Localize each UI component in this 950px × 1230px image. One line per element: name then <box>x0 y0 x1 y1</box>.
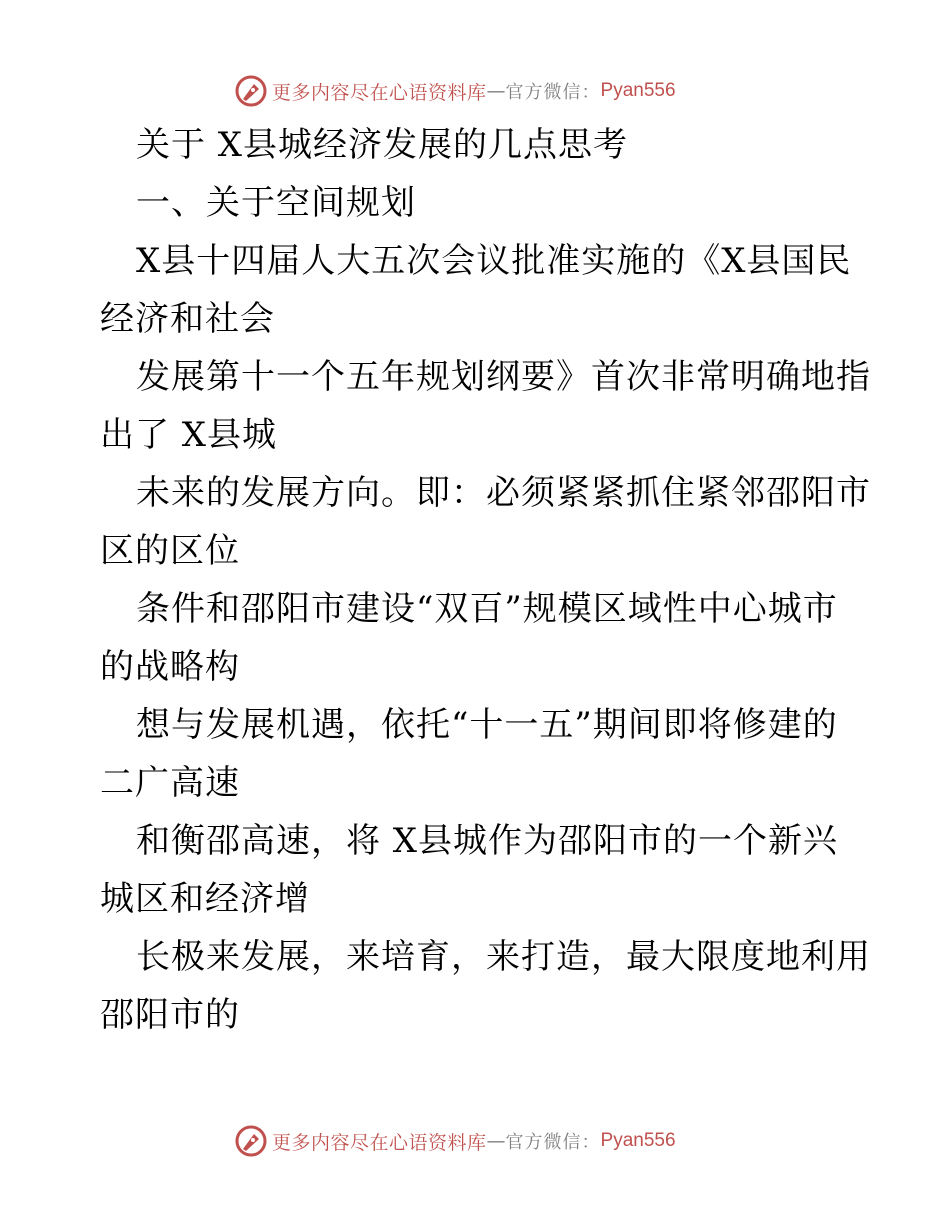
document-title: 关于 X县城经济发展的几点思考 <box>136 125 629 165</box>
document-body <box>100 116 871 1044</box>
watermark-site-text: 更多内容尽在心语资料库 <box>272 81 487 104</box>
paragraph-line: 长极来发展，来培育，来打造，最大限度地利用 <box>136 937 871 977</box>
paragraph-line: 和衡邵高速，将 X县城作为邵阳市的一个新兴 <box>136 821 839 861</box>
paragraph-line: 区的区位 <box>100 531 240 571</box>
watermark-wechat-id: Pyan556 <box>600 1130 676 1151</box>
watermark-dash: — <box>486 1130 506 1152</box>
watermark-wechat-label: 官方微信： <box>505 1132 601 1153</box>
header-watermark <box>234 71 676 111</box>
paragraph-line: 城区和经济增 <box>100 879 310 919</box>
section-heading: 一、关于空间规划 <box>136 183 416 223</box>
watermark-wechat-id: Pyan556 <box>600 80 676 101</box>
paragraph-line: 经济和社会 <box>100 299 275 339</box>
paragraph-line: 邵阳市的 <box>100 995 240 1035</box>
pen-nib-logo-icon <box>234 1124 268 1158</box>
paragraph-line: 二广高速 <box>100 763 240 803</box>
paragraph-line: 出了 X县城 <box>100 415 278 455</box>
pen-nib-logo-icon <box>234 74 268 108</box>
footer-watermark <box>234 1121 676 1161</box>
watermark-site-text: 更多内容尽在心语资料库 <box>272 1131 487 1154</box>
paragraph-line: 想与发展机遇，依托“十一五”期间即将修建的 <box>136 705 838 745</box>
paragraph-line: 发展第十一个五年规划纲要》首次非常明确地指 <box>136 357 871 397</box>
paragraph-line: X县十四届人大五次会议批准实施的《X县国民 <box>136 241 852 281</box>
watermark-wechat-label: 官方微信： <box>505 82 601 103</box>
paragraph-line: 未来的发展方向。即：必须紧紧抓住紧邻邵阳市 <box>136 473 871 513</box>
watermark-dash: — <box>486 80 506 102</box>
paragraph-line: 的战略构 <box>100 647 240 687</box>
paragraph-line: 条件和邵阳市建设“双百”规模区域性中心城市 <box>136 589 838 629</box>
